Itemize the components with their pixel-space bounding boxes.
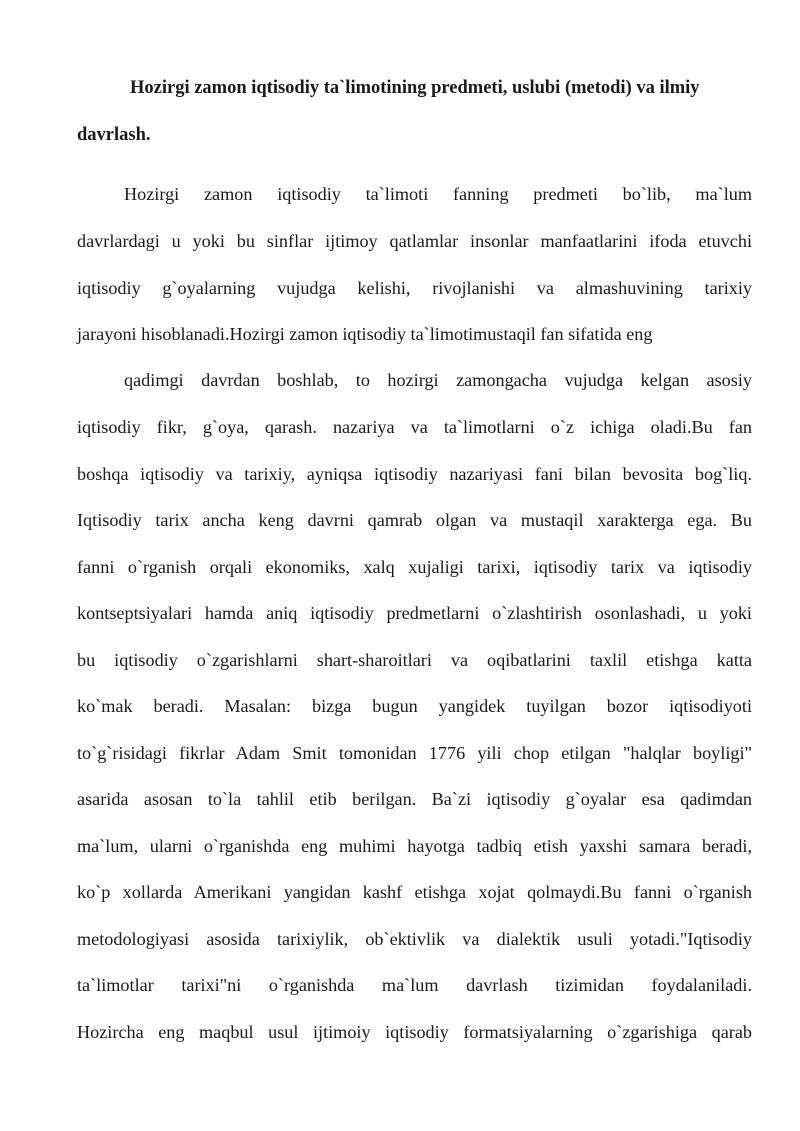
text-line: kontseptsiyalari hamda aniq iqtisodiy predmetlarni o`zlashtirish osonlashadi, u yoki xyxy=(77,603,752,623)
text-line: ko`p xollarda Amerikani yangidan kashf etishga xojat qolmaydi.Bu fanni o`rganish xyxy=(77,882,752,902)
text-line: fanni o`rganish orqali ekonomiks, xalq xujaligi tarixi, iqtisodiy tarix va iqtisodiy xyxy=(77,557,752,577)
text-line: metodologiyasi asosida tarixiylik, ob`ektivlik va dialektik usuli yotadi."Iqtisodiy xyxy=(77,929,752,949)
text-line: Hozircha eng maqbul usul ijtimoiy iqtisodiy formatsiyalarning o`zgarishiga qarab xyxy=(77,1022,752,1042)
text-line: to`g`risidagi fikrlar Adam Smit tomonidan 1776 yili chop etilgan "halqlar boyligi" xyxy=(77,743,752,763)
text-line: Hozirgi zamon iqtisodiy ta`limoti fanning predmeti bo`lib, ma`lum xyxy=(124,184,752,204)
text-line: ko`mak beradi. Masalan: bizga bugun yangidek tuyilgan bozor iqtisodiyoti xyxy=(77,696,752,716)
text-line: ma`lum, ularni o`rganishda eng muhimi hayotga tadbiq etish yaxshi samara beradi, xyxy=(77,836,752,856)
text-line: asarida asosan to`la tahlil etib berilgan. Ba`zi iqtisodiy g`oyalar esa qadimdan xyxy=(77,789,752,809)
title-line-2: davrlash. xyxy=(77,125,151,145)
text-line: Iqtisodiy tarix ancha keng davrni qamrab olgan va mustaqil xarakterga ega. Bu xyxy=(77,510,752,530)
text-line: qadimgi davrdan boshlab, to hozirgi zamongacha vujudga kelgan asosiy xyxy=(124,370,752,390)
text-line: boshqa iqtisodiy va tarixiy, ayniqsa iqtisodiy nazariyasi fani bilan bevosita bog`liq. xyxy=(77,464,752,484)
text-line: iqtisodiy fikr, g`oya, qarash. nazariya va ta`limotlarni o`z ichiga oladi.Bu fan xyxy=(77,417,752,437)
title-line-1: Hozirgi zamon iqtisodiy ta`limotining predmeti, uslubi (metodi) va ilmiy xyxy=(130,78,700,98)
text-line: davrlardagi u yoki bu sinflar ijtimoy qatlamlar insonlar manfaatlarini ifoda etuvchi xyxy=(77,231,752,251)
text-line: jarayoni hisoblanadi.Hozirgi zamon iqtisodiy ta`limotimustaqil fan sifatida eng xyxy=(77,324,653,344)
text-line: iqtisodiy g`oyalarning vujudga kelishi, rivojlanishi va almashuvining tarixiy xyxy=(77,278,752,298)
text-line: ta`limotlar tarixi"ni o`rganishda ma`lum davrlash tizimidan foydalaniladi. xyxy=(77,975,752,995)
text-line: bu iqtisodiy o`zgarishlarni shart-sharoitlari va oqibatlarini taxlil etishga katta xyxy=(77,650,752,670)
